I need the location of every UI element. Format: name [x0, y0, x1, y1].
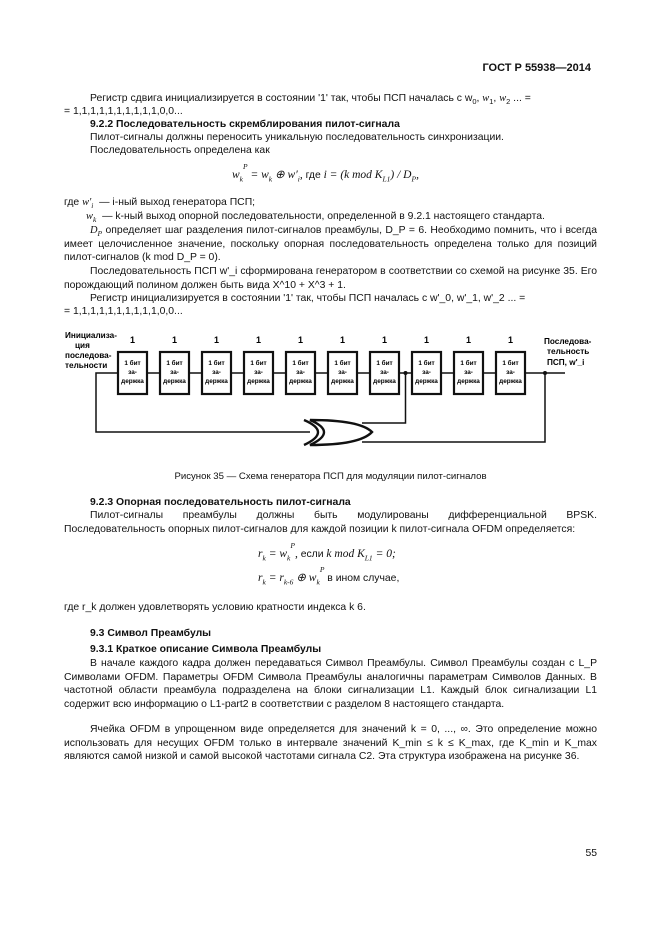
cell-label: 1 бит	[460, 360, 477, 367]
para-923: Пилот-сигналы преамбулы должны быть модулированы дифференциальной BPSK. Последовательность опорных пилот-сигналов для каждой позиции k пилот-сигнала OFDM определяется:	[64, 510, 597, 535]
cell-label: за-	[296, 369, 305, 376]
document-header: ГОСТ Р 55938—2014	[482, 62, 591, 74]
init-label-3: последова-	[65, 351, 112, 360]
formula-ref-2: $r_k = r_{k-6}$ ⊕ $w_k^P$ в ином случае,	[258, 565, 400, 587]
where-w-prime: где $w'_i$ — i-ный выход генератора ПСП;	[64, 197, 256, 211]
cell-label: держка	[331, 378, 354, 385]
init-bit-value: 1	[423, 335, 430, 345]
cell-label: держка	[373, 378, 396, 385]
prbs-generator-diagram	[60, 328, 620, 458]
cell-label: за-	[212, 369, 221, 376]
heading-9-3-1: 9.3.1 Краткое описание Символа Преамбулы	[90, 644, 322, 655]
cell-label: держка	[289, 378, 312, 385]
cell-label: за-	[506, 369, 515, 376]
page-number: 55	[585, 848, 597, 859]
init-bit-value: 1	[297, 335, 304, 345]
init-bit-value: 1	[255, 335, 262, 345]
cell-label: 1 бит	[334, 360, 351, 367]
para-reg2-seq: = 1,1,1,1,1,1,1,1,1,1,0,0...	[64, 306, 183, 317]
init-bit-value: 1	[213, 335, 220, 345]
init-label-2: ция	[75, 341, 90, 350]
cell-label: держка	[499, 378, 522, 385]
init-bit-value: 1	[171, 335, 178, 345]
cell-label: 1 бит	[166, 360, 183, 367]
cell-label: за-	[380, 369, 389, 376]
cell-label: 1 бит	[208, 360, 225, 367]
para-931-2: Ячейка OFDM в упрощенном виде определяется для значений k = 0, ..., ∞. Это определение можно использовать для несущих OFDM только в интервале значений K_min ≤ k ≤ K_max, где K_min и K_max являются самой низкой и самой высокой частотами сигнала C2. Эта структура изображена на рисунке 36.	[64, 724, 597, 763]
para-dp: $D_P$ определяет шаг разделения пилот-сигналов преамбулы, D_P = 6. Необходимо помнить, что i всегда имеет целочисленное значение, поскольку опорная последовательность определена только для позиций пилот-сигналов (k mod D_P = 0).	[64, 225, 597, 264]
init-bit-value: 1	[381, 335, 388, 345]
out-label-3: ПСП, w'_i	[547, 358, 585, 367]
cell-label: 1 бит	[292, 360, 309, 367]
figure-caption: Рисунок 35 — Схема генератора ПСП для модуляции пилот-сигналов	[174, 471, 487, 482]
cell-label: держка	[205, 378, 228, 385]
para-reg2: Регистр инициализируется в состоянии '1' так, чтобы ПСП началась с w'_0, w'_1, w'_2 ... =	[90, 293, 526, 304]
cell-label: за-	[338, 369, 347, 376]
cell-label: за-	[254, 369, 263, 376]
out-label-1: Последова-	[544, 337, 592, 346]
para-922-2: Последовательность определена как	[90, 145, 270, 156]
cell-label: за-	[128, 369, 137, 376]
cell-label: держка	[415, 378, 438, 385]
cell-label: держка	[121, 378, 144, 385]
init-bit-value: 1	[339, 335, 346, 345]
cell-label: за-	[464, 369, 473, 376]
cell-label: 1 бит	[124, 360, 141, 367]
cell-label: 1 бит	[502, 360, 519, 367]
heading-9-2-2: 9.2.2 Последовательность скремблирования пилот-сигнала	[90, 119, 400, 130]
cell-label: держка	[163, 378, 186, 385]
cell-label: 1 бит	[250, 360, 267, 367]
para-register-init: Регистр сдвига инициализируется в состоянии '1' так, чтобы ПСП началась с $w_0$, $w_1$, $w_2$ ... =	[90, 93, 531, 107]
para-psp: Последовательность ПСП w'_i сформирована генератором в соответствии со схемой на рисунке 35. Его порождающий полином должен быть вида X^10 + X^3 + 1.	[64, 266, 597, 291]
formula-scrambling: $w_k^P = w_k$ ⊕ $w'_i$, где i = (k mod $K_{L1}) / D_P$,	[232, 162, 419, 184]
init-label-4: тельности	[65, 361, 108, 370]
para-rk: где r_k должен удовлетворять условию кратности индекса k 6.	[64, 602, 366, 613]
para-register-seq: = 1,1,1,1,1,1,1,1,1,1,0,0...	[64, 106, 183, 117]
init-bit-value: 1	[465, 335, 472, 345]
cell-label: держка	[457, 378, 480, 385]
cell-label: за-	[422, 369, 431, 376]
cell-label: 1 бит	[418, 360, 435, 367]
cell-label: за-	[170, 369, 179, 376]
init-label-1: Инициализа-	[65, 331, 117, 340]
para-922-1: Пилот-сигналы должны переносить уникальную последовательность синхронизации.	[90, 132, 504, 143]
heading-9-2-3: 9.2.3 Опорная последовательность пилот-сигнала	[90, 497, 351, 508]
out-label-2: тельность	[547, 347, 590, 356]
cell-label: держка	[247, 378, 270, 385]
init-bit-value: 1	[507, 335, 514, 345]
init-bit-value: 1	[129, 335, 136, 345]
where-wk: $w_k$ — k-ный выход опорной последовательности, определенной в 9.2.1 настоящего стандарта.	[86, 211, 545, 225]
formula-ref-1: $r_k = w_k^P$, если k mod $K_{L1} = 0$;	[258, 541, 396, 563]
para-931-1: В начале каждого кадра должен передаваться Символ Преамбулы. Символ Преамбулы создан с L_P Символами OFDM. Параметры OFDM Символа Преамбулы аналогичны параметрам Символов Данных. В частотной области преамбула подразделена на блоки сигнализации L1. Каждый блок сигнализации L1 содержит всю информацию о L1-part2 в соответствии с разделом 8 настоящего стандарта.	[64, 658, 597, 710]
cell-label: 1 бит	[376, 360, 393, 367]
heading-9-3: 9.3 Символ Преамбулы	[90, 628, 212, 639]
